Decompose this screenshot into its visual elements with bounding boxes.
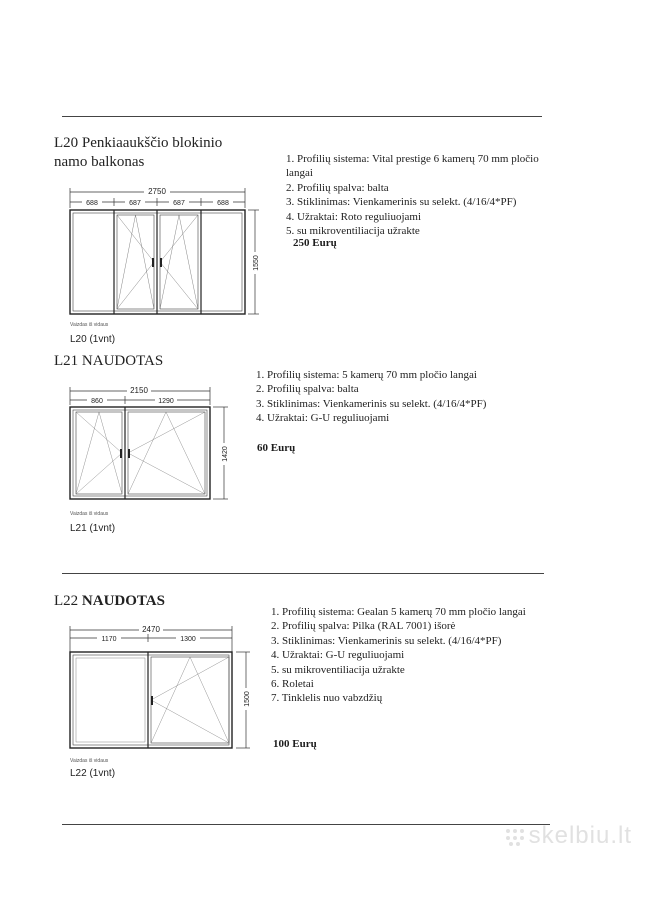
dimension-total-width: 2470 (142, 625, 160, 634)
spec-item: 6. Roletai (271, 678, 314, 691)
section-title-l20-line2: namo balkonas (54, 154, 145, 170)
spec-item: langai (286, 167, 313, 180)
window-drawing-l20 (60, 186, 270, 326)
dimension-total-width: 2750 (148, 187, 166, 196)
spec-item: 4. Užraktai: Roto reguliuojami (286, 210, 422, 223)
divider-bottom (62, 824, 550, 825)
spec-item: 2. Profilių spalva: Pilka (RAL 7001) išorė (271, 620, 456, 633)
dimension-width-2: 1290 (158, 398, 174, 405)
dimension-width-1: 1170 (101, 636, 117, 643)
dimension-width-3: 687 (173, 200, 185, 207)
caption-l21: L21 (1vnt) (70, 523, 116, 534)
view-note-l20: Vaizdas iš vidaus (70, 322, 109, 328)
watermark-text: skelbiu.lt (528, 822, 632, 849)
divider-top (62, 116, 542, 117)
view-note-l21: Vaizdas iš vidaus (70, 511, 109, 517)
spec-item: 7. Tinklelis nuo vabzdžių (271, 692, 383, 705)
section-title-l20-line1: L20 Penkiaaukščio blokinio (54, 135, 223, 151)
spec-item: 2. Profilių spalva: balta (286, 181, 389, 194)
spec-item: 1. Profilių sistema: Vital prestige 6 kamerų 70 mm pločio (286, 153, 539, 165)
spec-item: 5. su mikroventiliacija užrakte (286, 225, 420, 238)
spec-item: 4. Užraktai: G-U reguliuojami (271, 649, 405, 662)
dimension-width-2: 1300 (180, 636, 196, 643)
dimension-height: 1550 (253, 255, 260, 271)
dimension-width-2: 687 (129, 200, 141, 207)
spec-item: 3. Stiklinimas: Vienkamerinis su selekt. (4/16/4*PF) (271, 634, 502, 647)
spec-item: 4. Užraktai: G-U reguliuojami (256, 412, 390, 425)
dimension-width-1: 860 (91, 398, 103, 405)
section-title-l22-code: L22 (54, 593, 79, 609)
spec-list-l21 (256, 368, 486, 426)
spec-list-l22 (271, 605, 526, 706)
section-title-l22-status: NAUDOTAS (81, 593, 165, 609)
spec-item: 5. su mikroventiliacija užrakte (271, 663, 405, 676)
price-l20: 250 Eurų (293, 237, 337, 249)
dimension-total-width: 2150 (130, 386, 148, 395)
window-drawing-l21 (60, 383, 240, 509)
caption-l22: L22 (1vnt) (70, 768, 116, 779)
section-title-l21: L21 NAUDOTAS (54, 353, 164, 369)
spec-item: 1. Profilių sistema: Gealan 5 kamerų 70 mm pločio langai (271, 606, 526, 618)
divider-middle (62, 573, 544, 574)
spec-item: 2. Profilių spalva: balta (256, 383, 359, 396)
spec-item: 3. Stiklinimas: Vienkamerinis su selekt. (4/16/4*PF) (286, 196, 517, 209)
spec-item: 3. Stiklinimas: Vienkamerinis su selekt. (4/16/4*PF) (256, 397, 487, 410)
dimension-height: 1420 (222, 446, 229, 462)
dimension-width-4: 688 (217, 200, 229, 207)
section-title-l22 (54, 592, 165, 611)
price-l22: 100 Eurų (273, 738, 317, 750)
caption-l20: L20 (1vnt) (70, 334, 116, 345)
dimension-height: 1500 (244, 691, 251, 707)
view-note-l22: Vaizdas iš vidaus (70, 758, 109, 764)
spec-list-l20 (286, 152, 539, 238)
watermark (504, 822, 632, 850)
dimension-width-1: 688 (86, 200, 98, 207)
section-title-l20 (54, 134, 222, 172)
window-drawing-l22 (60, 622, 260, 758)
spec-item: 1. Profilių sistema: 5 kamerų 70 mm pločio langai (256, 369, 477, 381)
price-l21: 60 Eurų (257, 442, 296, 454)
watermark-logo-icon (504, 827, 526, 847)
